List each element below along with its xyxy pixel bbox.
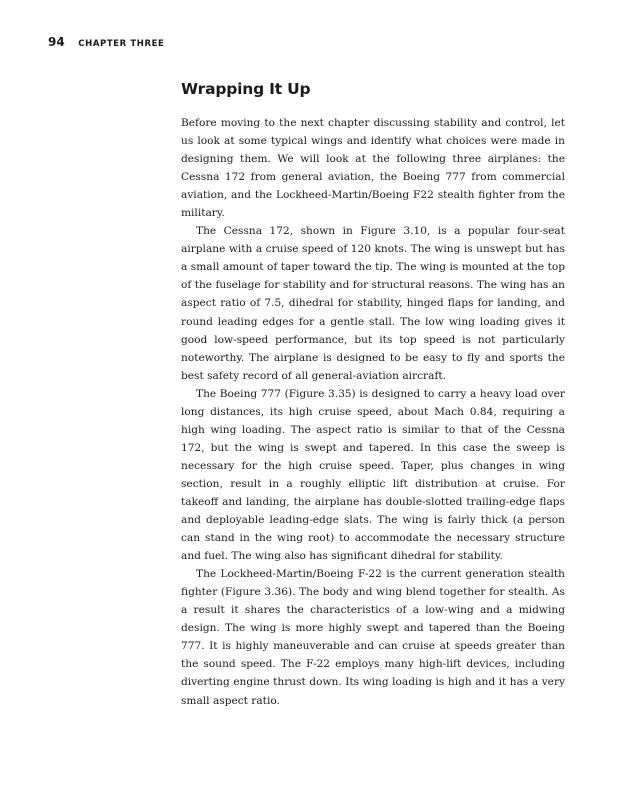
paragraph-cessna-172: The Cessna 172, shown in Figure 3.10, is a popular four-seat airplane with a cruise speed of 120 knots. The wing is unswept but has a small amount of taper toward the tip. The wing is mounted at the top of the fuselage for stability and for structural reasons. The wing has an aspect ratio of 7.5, dihedral for stability, hinged flaps for landing, and round leading edges for a gentle stall. The low wing loading gives it good low-speed performance, but its top speed is not particularly noteworthy. The airplane is designed to be easy to fly and sports the best safety record of all general-aviation aircraft. (181, 225, 565, 382)
paragraph-boeing-777: The Boeing 777 (Figure 3.35) is designed to carry a heavy load over long distances, its high cruise speed, about Mach 0.84, requiring a high wing loading. The aspect ratio is similar to that of the Cessna 172, but the wing is swept and tapered. In this case the sweep is necessary for the high cruise speed. Taper, plus changes in wing section, result in a roughly elliptic lift distribution at cruise. For takeoff and landing, the airplane has double-slotted trailing-edge flaps and deployable leading-edge slats. The wing is fairly thick (a person can stand in the wing root) to accommodate the necessary structure and fuel. The wing also has significant dihedral for stability. (181, 387, 565, 563)
paragraph-f22: The Lockheed-Martin/Boeing F-22 is the current generation stealth fighter (Figure 3.36). The body and wing blend together for stealth. As a result it shares the characteristics of a low-wing and a midwing design. The wing is more highly swept and tapered than the Boeing 777. It is highly maneuverable and can cruise at speeds greater than the sound speed. The F-22 employs many high-lift devices, including diverting engine thrust down. Its wing loading is high and it has a very small aspect ratio. (181, 568, 565, 707)
chapter-label: CHAPTER THREE (78, 39, 165, 49)
section-title: Wrapping It Up (181, 80, 311, 98)
section-body (181, 78, 565, 710)
running-head (48, 31, 164, 50)
page-number: 94 (48, 35, 65, 49)
paragraph-intro: Before moving to the next chapter discussing stability and control, let us look at some typical wings and identify what choices were made in designing them. We will look at the following three airplanes: the Cessna 172 from general aviation, the Boeing 777 from commercial aviation, and the Lockheed-Martin/Boeing F22 stealth fighter from the military. (181, 117, 565, 220)
